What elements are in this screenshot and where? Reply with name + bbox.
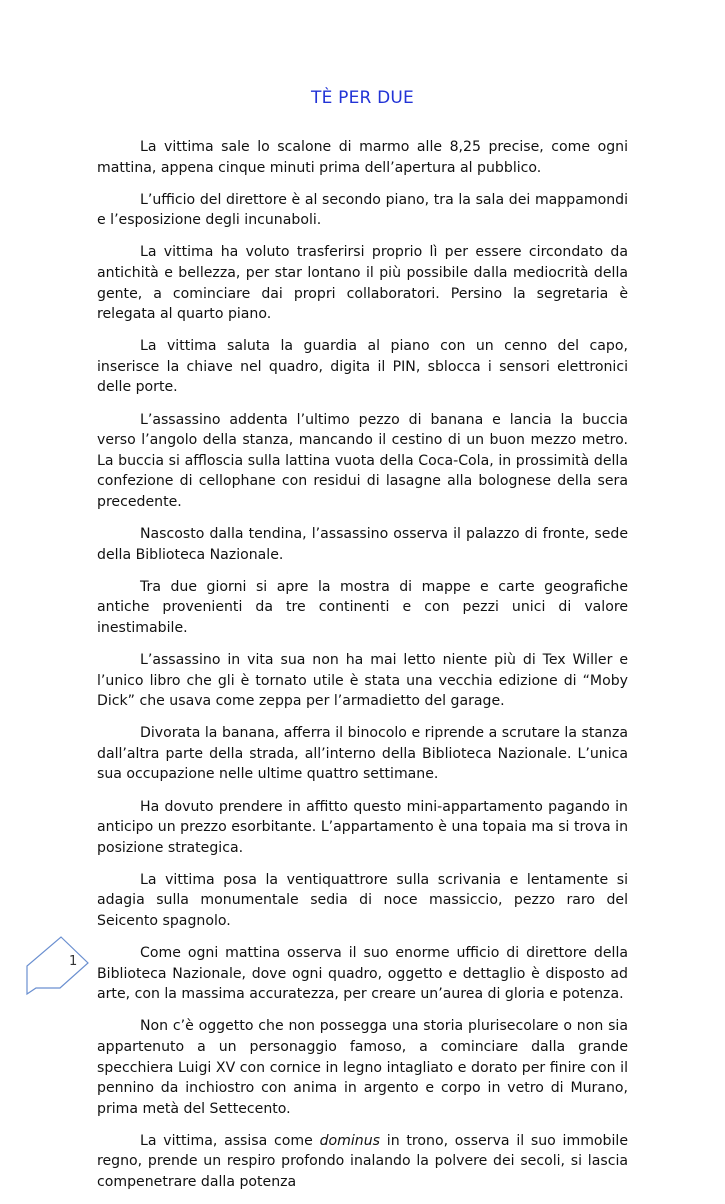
paragraph-6: Nascosto dalla tendina, l’assassino osserva il palazzo di fronte, sede della Biblioteca Nazionale.	[97, 526, 628, 563]
paragraph-14	[97, 1131, 628, 1193]
page-badge-outline	[27, 937, 88, 994]
page-number-badge	[26, 936, 90, 998]
chapter-title: TÈ PER DUE	[310, 88, 414, 108]
paragraph-14-emphasis: dominus	[319, 1132, 381, 1149]
paragraph-10: Ha dovuto prendere in affitto questo mini-appartamento pagando in anticipo un prezzo esorbitante. L’appartamento è una topaia ma si trova in posizione strategica.	[97, 798, 628, 856]
body-text	[97, 137, 628, 1204]
paragraph-11: La vittima posa la ventiquattrore sulla scrivania e lentamente si adagia sulla monumentale sedia di noce massiccio, pezzo raro del Seicento spagnolo.	[97, 871, 628, 929]
paragraph-4: La vittima saluta la guardia al piano con un cenno del capo, inserisce la chiave nel quadro, digita il PIN, sblocca i sensori elettronici delle porte.	[97, 338, 628, 396]
paragraph-13: Non c’è oggetto che non possegga una storia plurisecolare o non sia appartenuto a un personaggio famoso, a cominciare dalla grande specchiera Luigi XV con cornice in legno intagliato e dorato per finire con il pennino da inchiostro con anima in argento e corpo in vetro di Murano, prima metà del Settecento.	[97, 1018, 628, 1117]
page-badge-icon	[26, 936, 90, 998]
page-number: 1	[69, 954, 78, 969]
paragraph-9: Divorata la banana, afferra il binocolo e riprende a scrutare la stanza dall’altra parte della strada, all’interno della Biblioteca Nazionale. L’unica sua occupazione nelle ultime quattro settimane.	[97, 725, 628, 783]
paragraph-7: Tra due giorni si apre la mostra di mappe e carte geografiche antiche provenienti da tre continenti e con pezzi unici di valore inestimabile.	[97, 578, 628, 636]
paragraph-14-start: La vittima, assisa come	[140, 1132, 320, 1149]
paragraph-3: La vittima ha voluto trasferirsi proprio lì per essere circondato da antichità e bellezza, per star lontano il più possibile dalla mediocrità della gente, a cominciare dai propri collaboratori. Persino la segretaria è relegata al quarto piano.	[97, 244, 628, 323]
paragraph-5: L’assassino addenta l’ultimo pezzo di banana e lancia la buccia verso l’angolo della stanza, mancando il cestino di un buon mezzo metro. La buccia si affloscia sulla lattina vuota della Coca-Cola, in prossimità della confezione di cellophane con residui di lasagne alla bolognese della sera precedente.	[97, 411, 628, 510]
paragraph-14-end: in trono, osserva il suo immobile regno, prende un respiro profondo inalando la polvere dei secoli, si lascia compenetrare dalla potenza	[97, 1132, 629, 1191]
paragraph-2: L’ufficio del direttore è al secondo piano, tra la sala dei mappamondi e l’esposizione degli incunaboli.	[97, 191, 628, 229]
paragraph-12: Come ogni mattina osserva il suo enorme ufficio di direttore della Biblioteca Nazionale, dove ogni quadro, oggetto e dettaglio è disposto ad arte, con la massima accuratezza, per creare un’aurea di gloria e potenza.	[97, 945, 628, 1003]
paragraph-1: La vittima sale lo scalone di marmo alle 8,25 precise, come ogni mattina, appena cinque minuti prima dell’apertura al pubblico.	[97, 139, 628, 176]
paragraph-8: L’assassino in vita sua non ha mai letto niente più di Tex Willer e l’unico libro che gli è tornato utile è stata una vecchia edizione di “Moby Dick” che usava come zeppa per l’armadietto del garage.	[97, 651, 628, 710]
